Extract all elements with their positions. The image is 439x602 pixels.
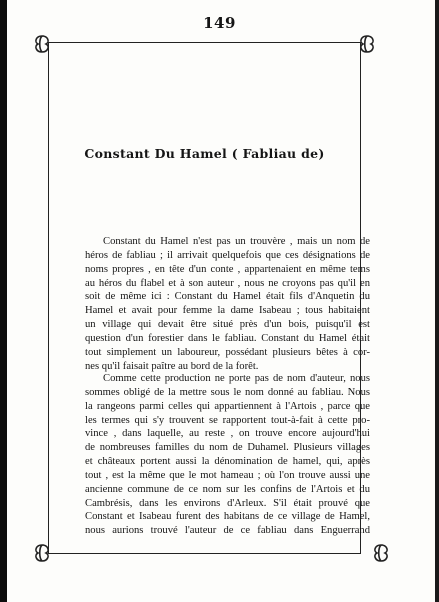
text-line: Constant et Isabeau furent des habitans de ce village de Hamel, (85, 511, 370, 523)
text-line: Constant du Hamel n'est pas un trouvère , mais un nom de (103, 236, 370, 247)
text-line: nes qu'il faisait paître au bord de la forêt. (85, 360, 259, 372)
corner-flourish-top-left-icon (31, 33, 53, 55)
text-line: Hamel et avait pour femme la dame Isabeau ; tous habitaient (85, 305, 370, 317)
text-line: les termes qui s'y trouvent se rapportent tout-à-fait à cette pro- (85, 414, 370, 426)
text-line: tout , est la même que le mot hameau ; où l'on trouve aussi une (85, 469, 370, 481)
scan-edge-left (0, 0, 7, 602)
corner-flourish-bottom-left-icon (31, 542, 53, 564)
paragraph-1 (85, 235, 370, 373)
text-line: ancienne commune de ce nom sur les confins de l'Artois et du (85, 483, 370, 495)
text-line: noms propres , en tête d'un conte , appartenaient en même tems (85, 263, 370, 275)
page-number: 149 (203, 14, 236, 32)
text-line: au héros du flabel et à son auteur , nous ne croyons pas qu'il en (85, 277, 370, 289)
text-line: nous aurions trouvé l'auteur de ce fabliau dans Enguerrand (85, 525, 370, 537)
text-line: question d'un forestier dans le fabliau. Constant du Hamel était (85, 332, 370, 344)
corner-flourish-bottom-right-icon (370, 542, 392, 564)
text-line: de nombreuses familles du nom de Duhamel. Plusieurs villages (85, 442, 370, 454)
text-line: un village qui devait être situé près d'un bois, puisqu'il est (85, 319, 370, 331)
text-line: tout simplement un laboureur, possédant plusieurs bêtes à cor- (85, 346, 370, 358)
corner-flourish-top-right-icon (356, 33, 378, 55)
text-line: et châteaux portent aussi la dénomination de hamel, qui, après (85, 456, 370, 468)
text-line: la rangeons parmi celles qui appartiennent à l'Artois , parce que (85, 400, 370, 412)
section-title: Constant Du Hamel ( Fabliau de) (84, 146, 325, 161)
text-line: Comme cette production ne porte pas de nom d'auteur, nous (103, 373, 370, 384)
text-line: Cambrésis, dans les environs d'Arleux. S'il était prouvé que (85, 497, 370, 509)
text-line: soit de même ici : Constant du Hamel était fils d'Anquetin du (85, 291, 370, 303)
text-line: vince , dans laquelle, au reste , on trouve encore aujourd'hui (85, 428, 370, 440)
scan-edge-right (435, 0, 439, 602)
text-line: héros de fabliau ; il arrivait quelquefois que ces désignations de (85, 249, 370, 261)
text-line: sommes obligé de la mettre sous le nom donné au fabliau. Nous (85, 386, 370, 398)
paragraph-2 (85, 372, 370, 538)
